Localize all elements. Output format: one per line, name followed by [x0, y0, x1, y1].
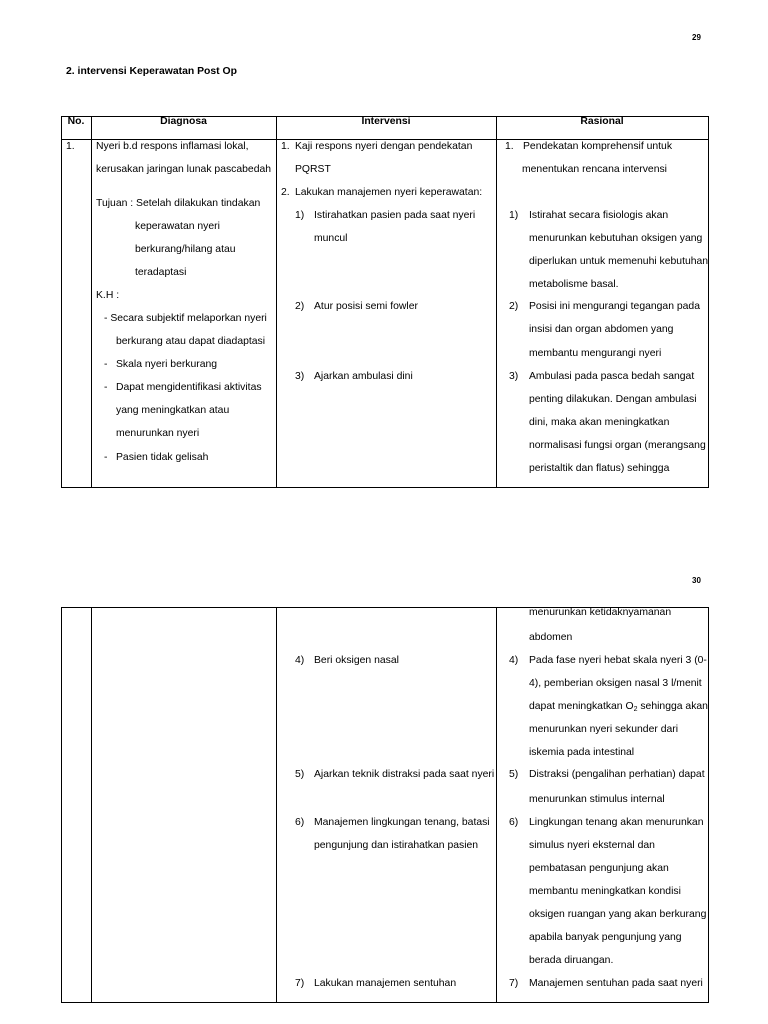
intervention-text: PQRST	[295, 164, 331, 175]
criteria-item: Dapat mengidentifikasi aktivitas	[116, 382, 262, 393]
criteria-label: K.H :	[96, 290, 120, 301]
rationale-text: apabila banyak pengunjung yang	[529, 932, 682, 943]
row-number: 1.	[66, 141, 75, 152]
criteria-item: Pasien tidak gelisah	[116, 452, 209, 463]
rationale-text: menurunkan stimulus internal	[529, 794, 665, 805]
rationale-text: Istirahat secara fisiologis akan	[529, 210, 669, 221]
rationale-text: Pendekatan komprehensif untuk	[523, 141, 673, 152]
header-no: No.	[67, 116, 85, 127]
goal-text: teradaptasi	[135, 267, 187, 278]
rationale-text: Lingkungan tenang akan menurunkan	[529, 817, 704, 828]
rationale-text: simulus nyeri eksternal dan	[529, 840, 655, 851]
rationale-text: berada diruangan.	[529, 955, 614, 966]
rationale-text: diperlukan untuk memenuhi kebutuhan	[529, 256, 709, 267]
item-number: 2.	[281, 187, 290, 198]
rationale-text: penting dilakukan. Dengan ambulasi	[529, 394, 697, 405]
item-number: 3)	[509, 371, 519, 382]
rationale-text: menentukan rencana intervensi	[522, 164, 667, 175]
rationale-text: Ambulasi pada pasca bedah sangat	[529, 371, 695, 382]
intervention-text: Ajarkan teknik distraksi pada saat nyeri	[314, 769, 495, 780]
intervention-text: Ajarkan ambulasi dini	[314, 371, 413, 382]
item-number: 1)	[295, 210, 305, 221]
intervention-text: Lakukan manajemen nyeri keperawatan:	[295, 187, 483, 198]
item-number: 3)	[295, 371, 305, 382]
rationale-text: oksigen ruangan yang akan berkurang	[529, 909, 707, 920]
rationale-text: abdomen	[529, 632, 573, 643]
diagnosis-text: Nyeri b.d respons inflamasi lokal,	[96, 141, 249, 152]
intervention-text: Atur posisi semi fowler	[314, 301, 418, 312]
rationale-text: metabolisme basal.	[529, 279, 619, 290]
intervention-text: Lakukan manajemen sentuhan	[314, 978, 457, 989]
criteria-item: yang meningkatkan atau	[116, 405, 230, 416]
rationale-text: dapat meningkatkan $O_2$ sehingga akan	[529, 701, 708, 713]
intervention-text: pengunjung dan istirahatkan pasien	[314, 840, 479, 851]
intervention-text: muncul	[314, 233, 348, 244]
rationale-text: membantu mengurangi nyeri	[529, 348, 662, 359]
rationale-text: iskemia pada intestinal	[529, 747, 635, 758]
section-title: 2. intervensi Keperawatan Post Op	[66, 66, 237, 77]
rationale-text: Manajemen sentuhan pada saat nyeri	[529, 978, 703, 989]
item-number: 2)	[295, 301, 305, 312]
intervention-text: Manajemen lingkungan tenang, batasi	[314, 817, 490, 828]
item-number: 6)	[295, 817, 305, 828]
intervention-text: Kaji respons nyeri dengan pendekatan	[295, 141, 473, 152]
page-number: 30	[692, 576, 701, 585]
rationale-text: Distraksi (pengalihan perhatian) dapat	[529, 769, 705, 780]
goal-text: berkurang/hilang atau	[135, 244, 236, 255]
item-number: 6)	[509, 817, 519, 828]
rationale-text: menurunkan ketidaknyamanan	[529, 607, 672, 618]
rationale-text: Posisi ini mengurangi tegangan pada	[529, 301, 700, 312]
rationale-text: membantu meningkatkan kondisi	[529, 886, 681, 897]
rationale-text: peristaltik dan flatus) sehingga	[529, 463, 670, 474]
criteria-item: - Secara subjektif melaporkan nyeri	[104, 313, 267, 324]
item-number: 5)	[509, 769, 519, 780]
rationale-text: normalisasi fungsi organ (merangsang	[529, 440, 706, 451]
item-number: 7)	[295, 978, 305, 989]
criteria-item: Skala nyeri berkurang	[116, 359, 218, 370]
header-intervensi: Intervensi	[361, 116, 411, 127]
header-diagnosa: Diagnosa	[160, 116, 207, 127]
criteria-item: berkurang atau dapat diadaptasi	[116, 336, 266, 347]
header-rasional: Rasional	[580, 116, 624, 127]
goal-text: keperawatan nyeri	[135, 221, 220, 232]
bullet-dash: -	[104, 382, 108, 393]
intervention-text: Istirahatkan pasien pada saat nyeri	[314, 210, 476, 221]
item-number: 4)	[295, 655, 305, 666]
item-number: 2)	[509, 301, 519, 312]
goal-text: Tujuan : Setelah dilakukan tindakan	[96, 198, 261, 209]
diagnosis-text: kerusakan jaringan lunak pascabedah	[96, 164, 272, 175]
rationale-text: 4), pemberian oksigen nasal 3 l/menit	[529, 678, 702, 689]
rationale-text: pembatasan pengunjung akan	[529, 863, 669, 874]
criteria-item: menurunkan nyeri	[116, 428, 200, 439]
item-number: 1)	[509, 210, 519, 221]
rationale-text: menurunkan nyeri sekunder dari	[529, 724, 679, 735]
item-number: 1.	[281, 141, 290, 152]
item-number: 7)	[509, 978, 519, 989]
rationale-text: dini, maka akan meningkatkan	[529, 417, 670, 428]
page-number: 29	[692, 33, 701, 42]
rationale-text: insisi dan organ abdomen yang	[529, 324, 674, 335]
bullet-dash: -	[104, 359, 108, 370]
intervention-text: Beri oksigen nasal	[314, 655, 399, 666]
item-number: 1.	[505, 141, 514, 152]
rationale-text: Pada fase nyeri hebat skala nyeri 3 (0-	[529, 655, 707, 666]
bullet-dash: -	[104, 452, 108, 463]
item-number: 5)	[295, 769, 305, 780]
item-number: 4)	[509, 655, 519, 666]
rationale-text: menurunkan kebutuhan oksigen yang	[529, 233, 703, 244]
